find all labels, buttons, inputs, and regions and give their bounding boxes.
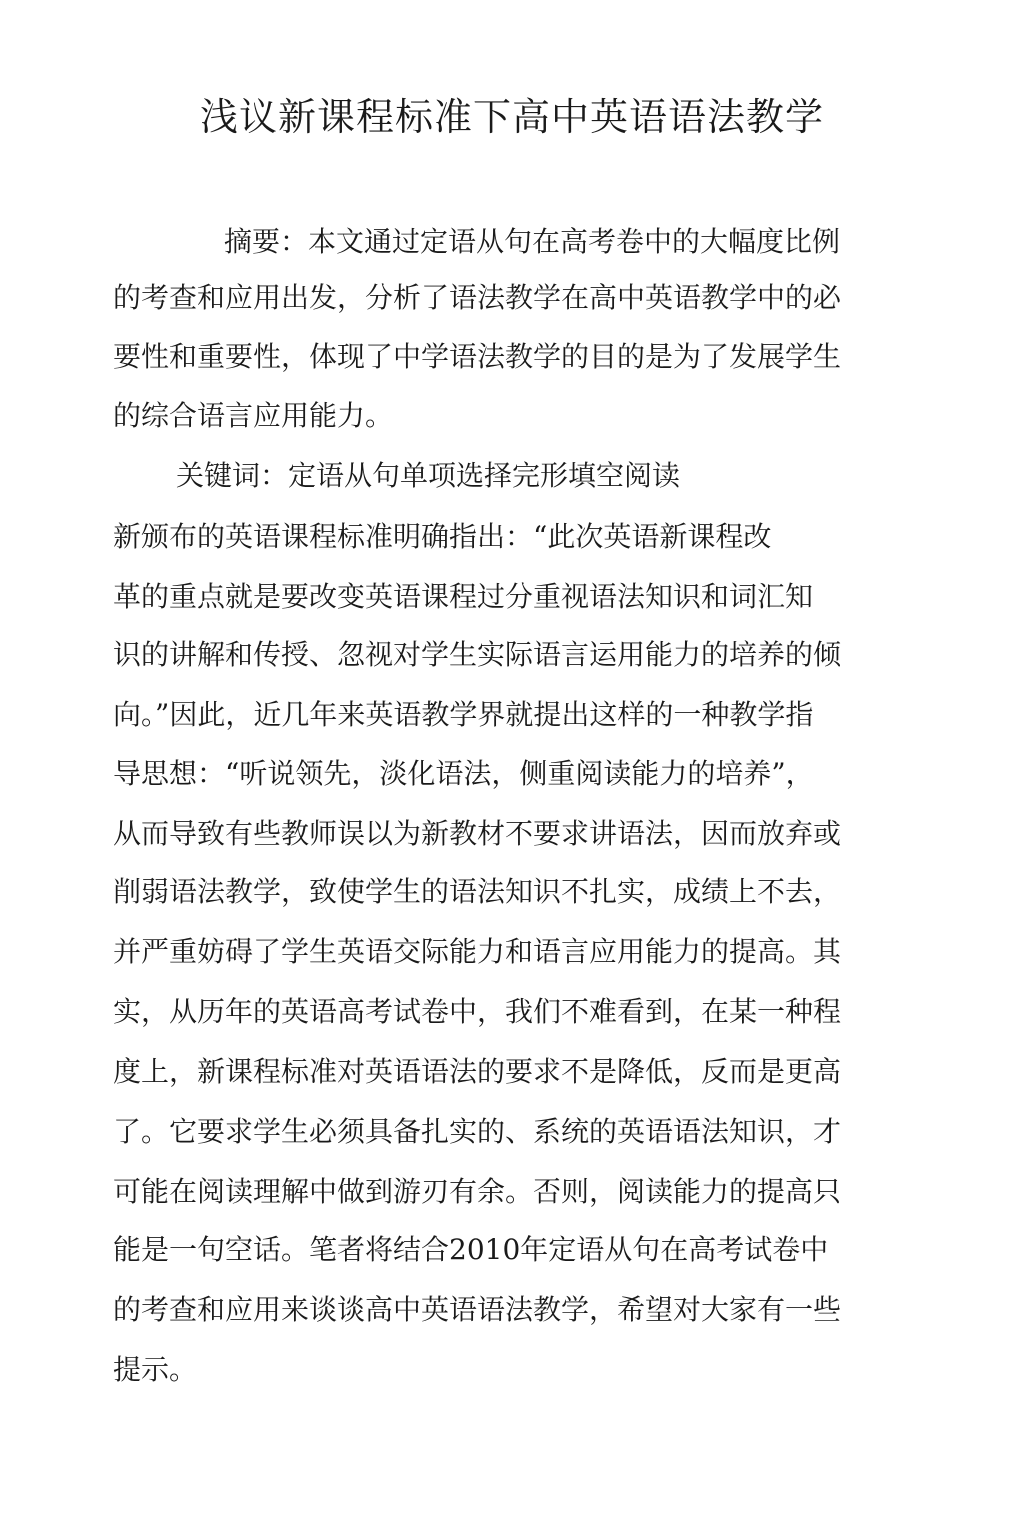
body-line-6: 从而导致有些教师误以为新教材不要求讲语法，因而放弃或 (113, 817, 842, 850)
abstract-line-3: 要性和重要性，体现了中学语法教学的目的是为了发展学生 (113, 340, 842, 373)
body-line-9: 实，从历年的英语高考试卷中，我们不难看到，在某一种程 (113, 995, 842, 1028)
body-line-4: 向。”因此，近几年来英语教学界就提出这样的一种教学指 (113, 698, 814, 731)
body-line-12: 可能在阅读理解中做到游刃有余。否则，阅读能力的提高只 (113, 1175, 842, 1208)
abstract-line-4: 的综合语言应用能力。 (113, 399, 394, 432)
keywords-line: 关键词：定语从句单项选择完形填空阅读 (176, 459, 681, 492)
body-line-7: 削弱语法教学，致使学生的语法知识不扎实，成绩上不去， (113, 875, 842, 908)
body-line-14: 的考查和应用来谈谈高中英语语法教学，希望对大家有一些 (113, 1293, 842, 1326)
body-line-8: 并严重妨碍了学生英语交际能力和语言应用能力的提高。其 (113, 935, 842, 968)
body-line-15: 提示。 (113, 1353, 198, 1386)
body-line-10: 度上，新课程标准对英语语法的要求不是降低，反而是更高 (113, 1055, 842, 1088)
abstract-line-2: 的考查和应用出发，分析了语法教学在高中英语教学中的必 (113, 281, 842, 314)
body-line-13: 能是一句空话。笔者将结合2010年定语从句在高考试卷中 (113, 1233, 829, 1266)
body-line-3: 识的讲解和传授、忽视对学生实际语言运用能力的培养的倾 (113, 638, 842, 671)
body-line-5: 导思想：“听说领先，淡化语法，侧重阅读能力的培养”， (113, 757, 814, 790)
body-line-1: 新颁布的英语课程标准明确指出：“此次英语新课程改 (113, 520, 772, 553)
abstract-line-1: 摘要：本文通过定语从句在高考卷中的大幅度比例 (224, 225, 841, 258)
body-line-2: 革的重点就是要改变英语课程过分重视语法知识和词汇知 (113, 580, 814, 613)
body-line-11: 了。它要求学生必须具备扎实的、系统的英语语法知识，才 (113, 1115, 842, 1148)
document-title: 浅议新课程标准下高中英语语法教学 (199, 95, 824, 139)
